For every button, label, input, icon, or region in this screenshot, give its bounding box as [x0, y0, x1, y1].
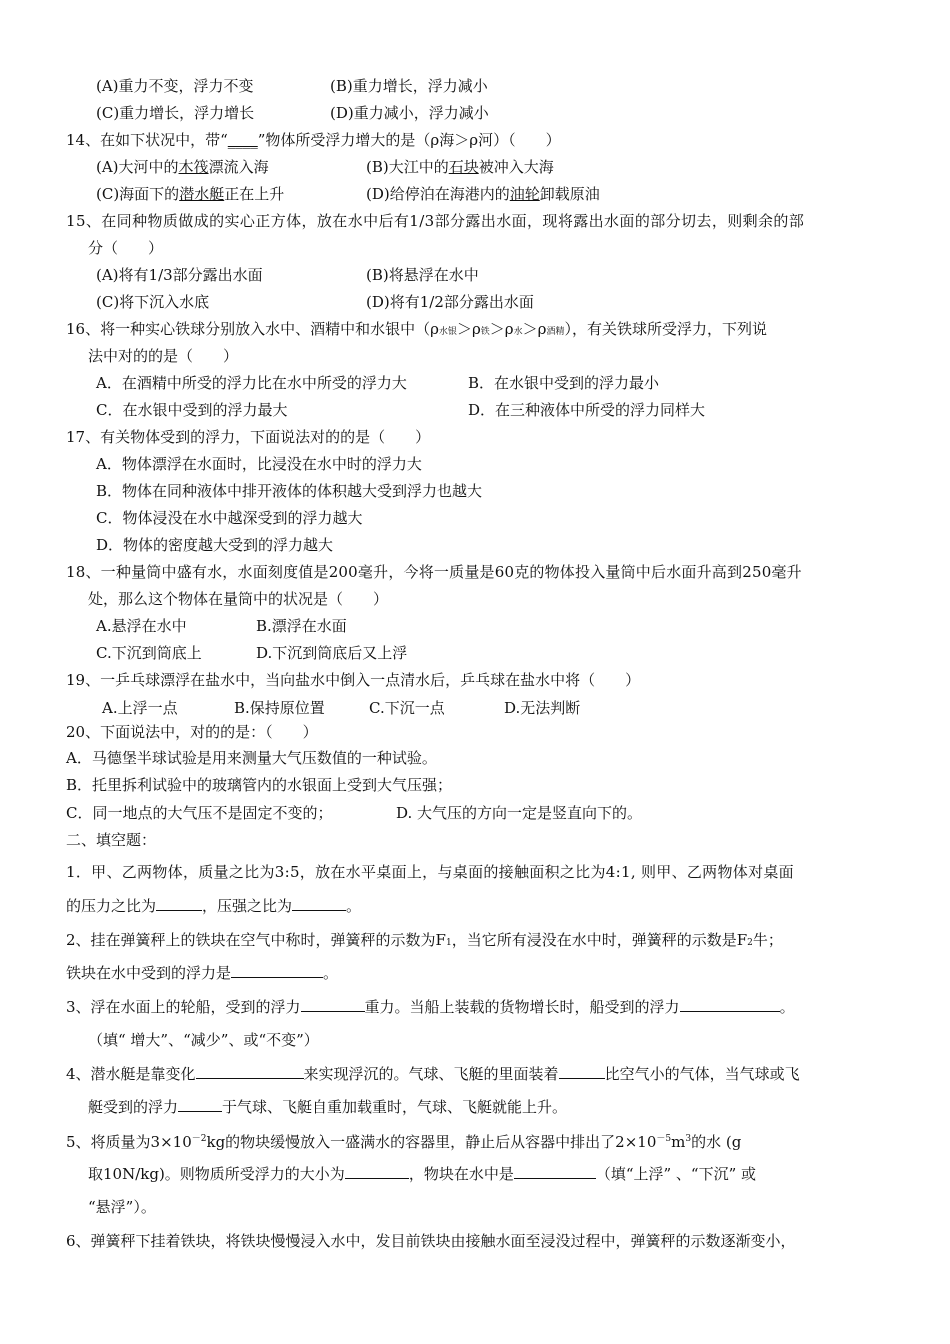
q13-option-a: (A)重力不变，浮力不变	[96, 77, 254, 95]
text-segment: 比空气小的气体，当气球或飞	[604, 1065, 800, 1083]
q18-option-c: C.下沉到筒底上	[96, 644, 202, 662]
text-segment: 的水 (g	[691, 1133, 742, 1151]
q16-stem-part: ＞ρ	[489, 320, 514, 338]
answer-blank[interactable]	[231, 963, 323, 978]
q16-option-a: A．在酒精中所受的浮力比在水中所受的浮力大	[96, 374, 407, 392]
subscript: 水银	[438, 327, 457, 337]
q19-option-b: B.保持原位置	[234, 699, 325, 717]
q18-stem-line1: 18、一种量筒中盛有水，水面刻度值是200毫升，今将一质量是60克的物体投入量筒中后水面升高到250毫升	[66, 563, 802, 581]
q16-stem-line1	[66, 319, 767, 342]
q17-option-a: A．物体漂浮在水面时，比浸没在水中时的浮力大	[96, 455, 422, 473]
text-segment: 的压力之比为	[66, 897, 157, 915]
f5-line3: “悬浮”）。	[88, 1198, 156, 1216]
q20-option-b: B．托里拆利试验中的玻璃管内的水银面上受到大气压强；	[66, 776, 453, 794]
q20-option-c: C．同一地点的大气压不是固定不变的；	[66, 804, 333, 822]
q14-option-a	[96, 157, 269, 177]
subscript: 2	[747, 938, 753, 948]
q14-option-d	[366, 184, 600, 204]
q16-option-c: C．在水银中受到的浮力最大	[96, 401, 288, 419]
q13-option-d: (D)重力减小，浮力减小	[330, 104, 489, 122]
superscript: 3	[685, 1134, 692, 1144]
q16-option-d: D．在三种液体中所受的浮力同样大	[468, 401, 706, 419]
q14-stem-part: 14、在如下状况中，带“	[66, 131, 228, 149]
answer-blank[interactable]	[156, 896, 202, 911]
f1-line1: 1．甲、乙两物体，质量之比为3:5，放在水平桌面上，与桌面的接触面积之比为4:1, 则甲、乙两物体对桌面	[66, 863, 794, 881]
q14-stem	[66, 130, 561, 150]
f5-line1	[66, 1132, 741, 1152]
text-segment: （填“上浮” 、“下沉” 或	[595, 1165, 757, 1183]
text-segment: 铁块在水中受到的浮力是	[66, 964, 232, 982]
q15-option-c: (C)将下沉入水底	[96, 293, 210, 311]
answer-blank[interactable]	[345, 1164, 409, 1179]
text-segment: 3、浮在水面上的轮船，受到的浮力	[66, 998, 301, 1016]
option-text: 被冲入大海	[478, 158, 554, 176]
q13-option-b: (B)重力增长，浮力减小	[330, 77, 488, 95]
q16-stem-part: ＞ρ	[456, 320, 481, 338]
f3-line1	[66, 997, 795, 1017]
q16-stem-part: ＞ρ	[522, 320, 547, 338]
text-segment: 重力。当船上装载的货物增长时，船受到的浮力	[364, 998, 680, 1016]
answer-blank[interactable]	[178, 1097, 222, 1112]
q15-option-d: (D)将有1/2部分露出水面	[366, 293, 534, 311]
text-segment: kg的物块缓慢放入一盛满水的容器里，静止后从容器中排出了2×10	[206, 1133, 657, 1151]
text-segment: ，当它所有浸没在水中时，弹簧秤的示数是F	[451, 931, 748, 949]
q20-option-a: A．马德堡半球试验是用来测量大气压数值的一种试验。	[66, 749, 437, 767]
option-text: 卸载原油	[539, 185, 600, 203]
q18-stem-line2: 处，那么这个物体在量筒中的状况是（ ）	[88, 590, 389, 608]
q19-option-a: A.上浮一点	[102, 699, 178, 717]
f2-line2	[66, 963, 338, 983]
q17-option-d: D．物体的密度越大受到的浮力越大	[96, 536, 334, 554]
text-segment: 于气球、飞艇自重加载重时，气球、飞艇就能上升。	[222, 1098, 568, 1116]
option-text: (C)海面下的	[96, 185, 180, 203]
q19-stem: 19、一乒乓球漂浮在盐水中，当向盐水中倒入一点清水后，乒乓球在盐水中将（ ）	[66, 671, 641, 689]
text-segment: 2、挂在弹簧秤上的铁块在空气中称时，弹簧秤的示数为F	[66, 931, 446, 949]
f3-line2: （填“ 增大”、“减少”、或“不变”）	[88, 1031, 319, 1049]
f2-line1	[66, 930, 783, 953]
section-title-fill-in: 二、填空题：	[66, 831, 157, 849]
option-text: 正在上升	[224, 185, 285, 203]
q14-option-b	[366, 157, 554, 177]
superscript: －5	[656, 1134, 672, 1144]
option-text: 漂流入海	[208, 158, 269, 176]
q20-option-d: D. 大气压的方向一定是竖直向下的。	[396, 804, 643, 822]
answer-blank[interactable]	[301, 997, 365, 1012]
q17-option-c: C．物体浸没在水中越深受到的浮力越大	[96, 509, 363, 527]
text-segment: 艇受到的浮力	[88, 1098, 179, 1116]
q19-option-c: C.下沉一点	[369, 699, 445, 717]
underlined-object: 木筏	[178, 158, 209, 176]
answer-blank[interactable]	[196, 1064, 304, 1079]
q17-option-b: B．物体在同种液体中排开液体的体积越大受到浮力也越大	[96, 482, 483, 500]
option-text: (B)大江中的	[366, 158, 449, 176]
q16-option-b: B．在水银中受到的浮力最小	[468, 374, 660, 392]
q15-stem-line1: 15、在同种物质做成的实心正方体，放在水中后有1/3部分露出水面，现将露出水面的部分切去，则剩余的部	[66, 212, 805, 230]
underlined-object: 石块	[448, 158, 479, 176]
f1-line2	[66, 896, 361, 916]
q16-stem-part: ），有关铁球所受浮力，下列说	[564, 320, 767, 338]
q18-option-d: D.下沉到筒底后又上浮	[256, 644, 408, 662]
q17-stem: 17、有关物体受到的浮力，下面说法对的的是（ ）	[66, 428, 431, 446]
underlined-object: 油轮	[509, 185, 540, 203]
f4-line1	[66, 1064, 800, 1084]
answer-blank[interactable]	[559, 1064, 605, 1079]
text-segment: ，压强之比为	[202, 897, 293, 915]
text-segment: 来实现浮沉的。气球、飞艇的里面装着	[303, 1065, 559, 1083]
q15-option-b: (B)将悬浮在水中	[366, 266, 479, 284]
q18-option-b: B.漂浮在水面	[256, 617, 347, 635]
text-segment: 5、将质量为3×10	[66, 1133, 192, 1151]
text-segment: 取10N/kg)。则物质所受浮力的大小为	[88, 1165, 345, 1183]
subscript: 1	[445, 938, 452, 948]
superscript: －2	[191, 1134, 207, 1144]
option-text: (A)大河中的	[96, 158, 179, 176]
text-segment: 4、潜水艇是靠变化	[66, 1065, 196, 1083]
text-segment: 。	[323, 964, 339, 982]
answer-blank[interactable]	[514, 1164, 596, 1179]
subscript: 水	[513, 327, 523, 337]
q14-option-c	[96, 184, 284, 204]
text-segment: 。	[346, 897, 362, 915]
q15-stem-line2: 分（ ）	[88, 239, 164, 257]
q14-stem-part: ”物体所受浮力增大的是（ρ海＞ρ河）（ ）	[257, 131, 561, 149]
text-segment: m	[671, 1133, 686, 1151]
f5-line2	[88, 1164, 756, 1184]
f6-line1: 6、弹簧秤下挂着铁块，将铁块慢慢浸入水中，发目前铁块由接触水面至浸没过程中，弹簧秤的示数逐渐变小，	[66, 1232, 796, 1250]
text-segment: 牛；	[752, 931, 783, 949]
q18-option-a: A.悬浮在水中	[96, 617, 187, 635]
answer-blank[interactable]	[680, 997, 780, 1012]
subscript: 酒精	[546, 327, 565, 337]
text-segment: ，物块在水中是	[408, 1165, 514, 1183]
q13-option-c: (C)重力增长，浮力增长	[96, 104, 255, 122]
q16-stem-line2: 法中对的的是（ ）	[88, 347, 239, 365]
underlined-object: 潜水艇	[179, 185, 225, 203]
text-segment: 。	[779, 998, 795, 1016]
q20-stem: 20、下面说法中，对的的是：（ ）	[66, 723, 318, 741]
f4-line2	[88, 1097, 567, 1117]
option-text: (D)给停泊在海港内的	[366, 185, 510, 203]
q19-option-d: D.无法判断	[504, 699, 581, 717]
subscript: 铁	[480, 327, 490, 337]
answer-blank[interactable]	[292, 896, 346, 911]
q14-blank: ____	[227, 131, 258, 149]
q16-stem-part: 16、将一种实心铁球分别放入水中、酒精中和水银中（ρ	[66, 320, 439, 338]
q15-option-a: (A)将有1/3部分露出水面	[96, 266, 263, 284]
